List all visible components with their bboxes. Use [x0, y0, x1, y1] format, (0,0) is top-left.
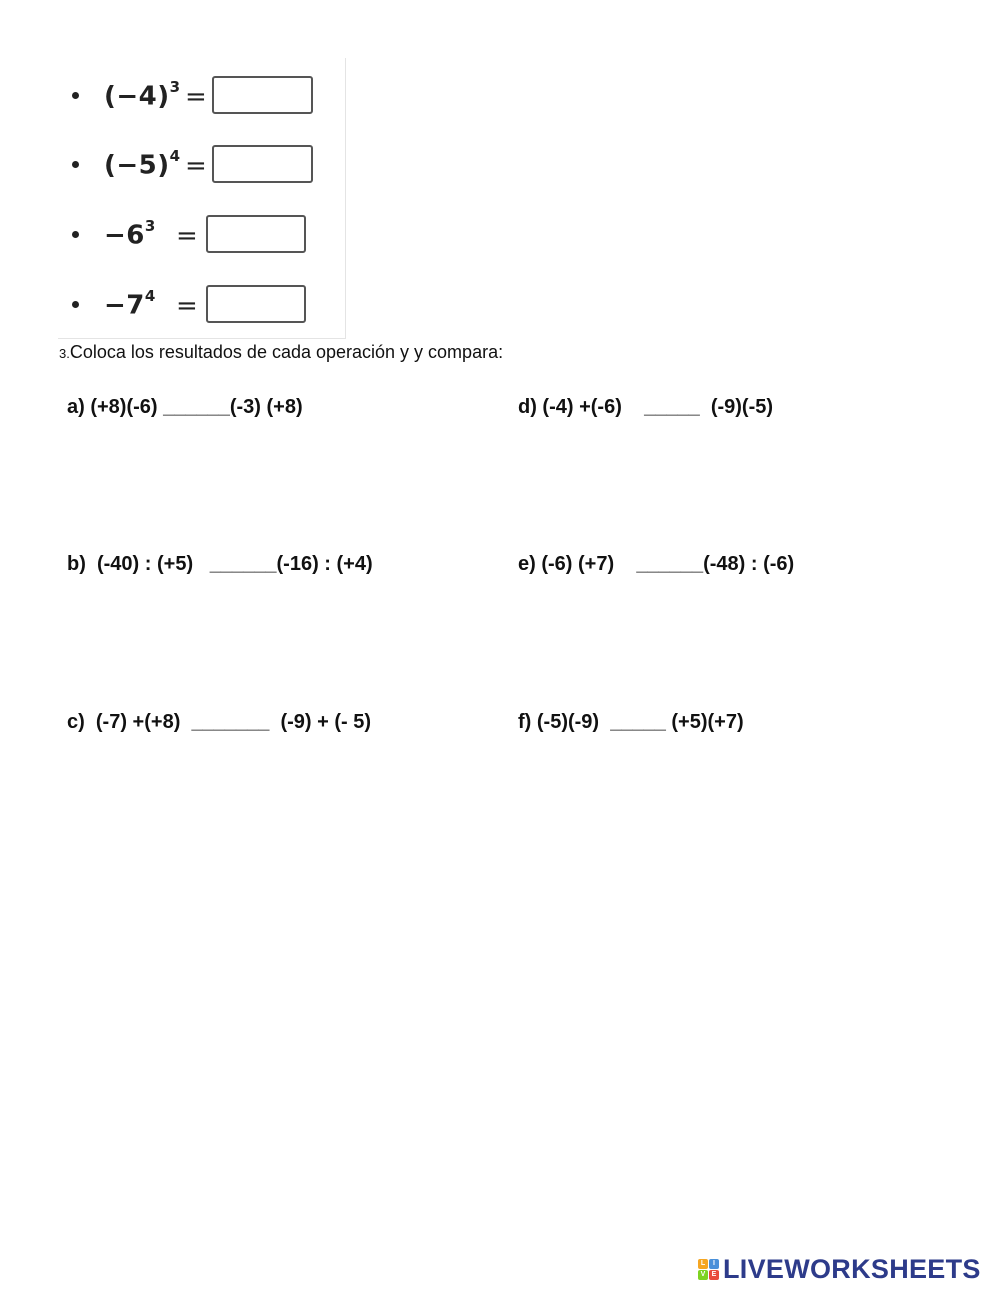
equals-sign: = — [176, 291, 198, 321]
comparison-b: b) (-40) : (+5) ______(-16) : (+4) — [67, 553, 373, 575]
power-expression: $-6^3$ — [104, 217, 156, 251]
equals-sign: = — [185, 151, 207, 181]
bullet-icon — [72, 92, 79, 99]
power-expression: $(-4)^3$ — [104, 78, 181, 112]
power-row-3 — [58, 215, 346, 259]
equals-sign: = — [185, 82, 207, 112]
instruction — [59, 342, 503, 363]
logo-mark-icon: L I V E — [698, 1259, 720, 1281]
instruction-text: Coloca los resultados de cada operación y y compara: — [69, 342, 504, 362]
power-row-4 — [58, 285, 346, 329]
comparison-a: a) (+8)(-6) ______(-3) (+8) — [67, 396, 303, 418]
powers-exercise-panel — [58, 58, 346, 339]
power-expression: $(-5)^4$ — [104, 147, 181, 181]
answer-box[interactable] — [212, 145, 313, 183]
comparison-c: c) (-7) +(+8) _______ (-9) + (- 5) — [67, 711, 372, 733]
answer-box[interactable] — [212, 76, 313, 114]
bullet-icon — [72, 301, 79, 308]
instruction-number: 3. — [59, 346, 70, 361]
logo-text: LIVEWORKSHEETS — [723, 1254, 981, 1284]
bullet-icon — [72, 161, 79, 168]
comparison-e: e) (-6) (+7) ______(-48) : (-6) — [518, 553, 795, 575]
equals-sign: = — [176, 221, 198, 251]
answer-box[interactable] — [206, 285, 306, 323]
comparison-f: f) (-5)(-9) _____ (+5)(+7) — [518, 711, 744, 733]
power-row-1 — [58, 76, 346, 120]
answer-box[interactable] — [206, 215, 306, 253]
comparison-d: d) (-4) +(-6) _____ (-9)(-5) — [518, 396, 774, 418]
bullet-icon — [72, 231, 79, 238]
power-row-2 — [58, 145, 346, 189]
power-expression: $-7^4$ — [104, 287, 156, 321]
